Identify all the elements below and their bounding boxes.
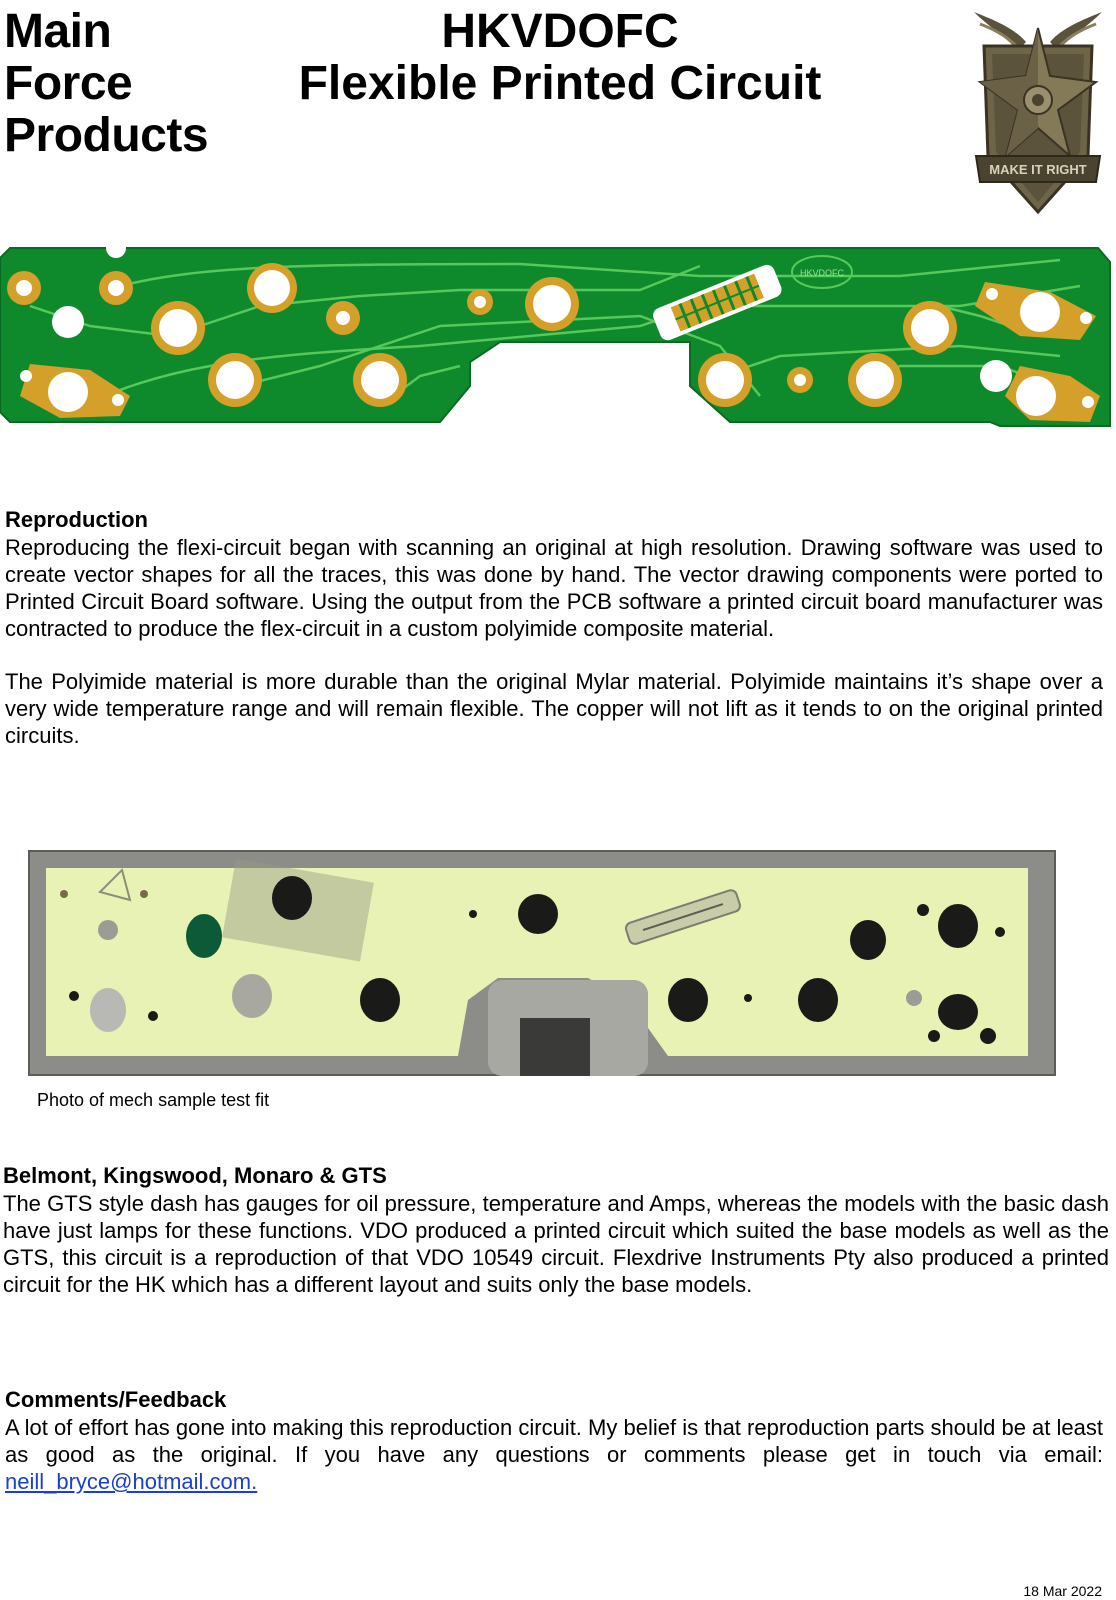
reproduction-paragraph-1: Reproducing the flexi-circuit began with scanning an original at high resolution. Drawing software was used to create vector shapes for all the traces, this was done by hand. The vector drawing components were ported to Printed Circuit Board software. Using the output from the PCB software a printed circuit board manufacturer was contracted to produce the flex-circuit in a custom polyimide composite material.: [5, 535, 1103, 641]
feedback-heading: Comments/Feedback: [5, 1387, 227, 1412]
flexible-printed-circuit-image: [0, 246, 1112, 436]
models-paragraph: The GTS style dash has gauges for oil pressure, temperature and Amps, whereas the models with the basic dash have just lamps for these functions. VDO produced a printed circuit which suited the base models as well as the GTS, this circuit is a reproduction of that VDO 10549 circuit. Flexdrive Instruments Pty also produced a printed circuit for the HK which has a different layout and suits only the base models.: [3, 1191, 1109, 1297]
company-line-2: Force: [4, 57, 133, 110]
feedback-paragraph: [5, 1414, 1103, 1495]
email-link[interactable]: neill_bryce@hotmail.com.: [5, 1469, 258, 1494]
photo-caption: Photo of mech sample test fit: [37, 1090, 270, 1110]
document-date: 18 Mar 2022: [1023, 1583, 1102, 1599]
page-title: [260, 6, 860, 110]
mech-sample-photo: [28, 850, 1056, 1076]
pcb-stamp-text: HKVDOFC: [799, 268, 845, 278]
reproduction-paragraph-2: The Polyimide material is more durable than the original Mylar material. Polyimide maintains it’s shape over a very wide temperature range and will remain flexible. The copper will not lift as it tends to on the original printed circuits.: [5, 669, 1103, 748]
company-line-1: Main: [4, 5, 112, 58]
models-heading: Belmont, Kingswood, Monaro & GTS: [3, 1163, 387, 1188]
title-line-1: HKVDOFC: [441, 5, 679, 58]
company-name: [4, 6, 208, 162]
winged-star-shield-icon: [970, 6, 1106, 220]
feedback-text: A lot of effort has gone into making this reproduction circuit. My belief is that reproduction parts should be at least as good as the original. If you have any questions or comments please get in touch via email:: [5, 1415, 1103, 1467]
reproduction-heading: Reproduction: [5, 507, 148, 532]
logo-banner-text: MAKE IT RIGHT: [989, 162, 1087, 177]
title-line-2: Flexible Printed Circuit: [298, 57, 822, 110]
company-line-3: Products: [4, 109, 209, 162]
